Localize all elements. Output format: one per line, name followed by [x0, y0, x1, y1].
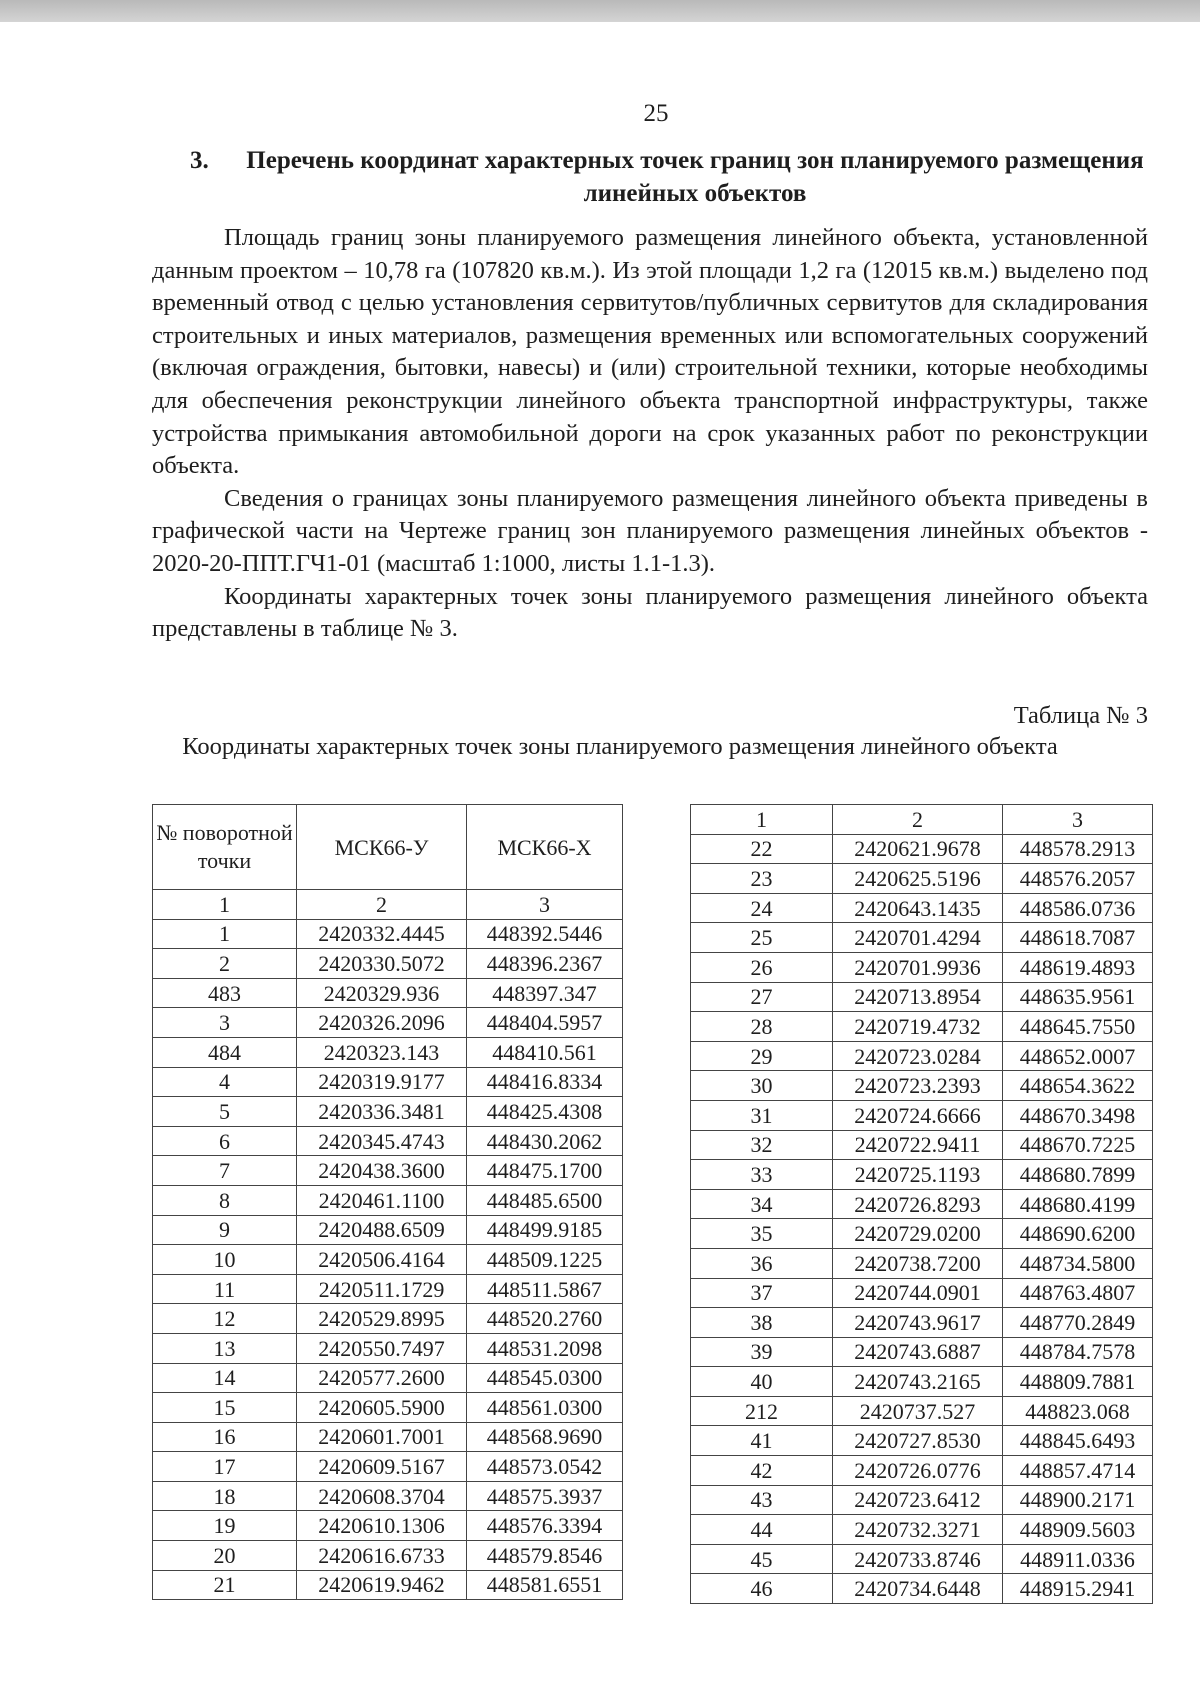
table-row: [153, 978, 623, 1008]
coord-x: 448670.3498: [1003, 1100, 1153, 1130]
coord-y: 2420723.0284: [833, 1041, 1003, 1071]
coord-x: 448430.2062: [467, 1126, 623, 1156]
point-number: 2: [153, 949, 297, 979]
coord-y: 2420713.8954: [833, 982, 1003, 1012]
table-row: [153, 1126, 623, 1156]
coord-x: 448635.9561: [1003, 982, 1153, 1012]
page-number: 25: [643, 100, 669, 127]
point-number: 25: [691, 923, 833, 953]
table-row: [691, 1160, 1153, 1190]
table-body-left: [153, 919, 623, 1600]
table-row: [153, 1274, 623, 1304]
coord-y: 2420608.3704: [297, 1481, 467, 1511]
coord-x: 448809.7881: [1003, 1367, 1153, 1397]
table-row: [691, 1130, 1153, 1160]
coord-y: 2420319.9177: [297, 1067, 467, 1097]
coord-x: 448857.4714: [1003, 1456, 1153, 1486]
table-row: [691, 1189, 1153, 1219]
coord-y: 2420326.2096: [297, 1008, 467, 1038]
paragraph: Площадь границ зоны планируемого размещения линейного объекта, установленной данным проектом – 10,78 га (107820 кв.м.). Из этой площади 1,2 га (12015 кв.м.) выделено под временный отвод с целью установления сервитутов/публичных сервитутов для складирования строительных и иных материалов, размещения временных или вспомогательных сооружений (включая ограждения, бытовки, навесы) и (или) строительной техники, которые необходимы для обеспечения реконструкции линейного объекта транспортной инфраструктуры, также устройства примыкания автомобильной дороги на срок указанных работ по реконструкции объекта.: [152, 224, 1148, 480]
coord-x: 448397.347: [467, 978, 623, 1008]
scan-edge: [0, 0, 1200, 22]
coord-x: 448578.2913: [1003, 834, 1153, 864]
coord-x: 448911.0336: [1003, 1544, 1153, 1574]
column-number-row: [153, 890, 623, 920]
coord-x: 448416.8334: [467, 1067, 623, 1097]
table-row: [691, 1041, 1153, 1071]
coord-x: 448475.1700: [467, 1156, 623, 1186]
table-row: [153, 1511, 623, 1541]
coord-y: 2420323.143: [297, 1037, 467, 1067]
coord-x: 448900.2171: [1003, 1485, 1153, 1515]
table-row: [691, 864, 1153, 894]
table-row: [691, 1337, 1153, 1367]
table-row: [153, 1452, 623, 1482]
coord-x: 448404.5957: [467, 1008, 623, 1038]
table-row: [153, 1156, 623, 1186]
point-number: 24: [691, 893, 833, 923]
table-row: [691, 1426, 1153, 1456]
point-number: 22: [691, 834, 833, 864]
coord-x: 448690.6200: [1003, 1219, 1153, 1249]
coord-x: 448568.9690: [467, 1422, 623, 1452]
coord-x: 448652.0007: [1003, 1041, 1153, 1071]
table-row: [691, 1278, 1153, 1308]
coord-x: 448909.5603: [1003, 1515, 1153, 1545]
point-number: 28: [691, 1012, 833, 1042]
coord-x: 448485.6500: [467, 1185, 623, 1215]
coord-x: 448576.2057: [1003, 864, 1153, 894]
point-number: 16: [153, 1422, 297, 1452]
section-heading: [150, 144, 1150, 210]
coord-y: 2420605.5900: [297, 1393, 467, 1423]
coord-y: 2420345.4743: [297, 1126, 467, 1156]
point-number: 1: [153, 919, 297, 949]
point-number: 41: [691, 1426, 833, 1456]
coord-x: 448763.4807: [1003, 1278, 1153, 1308]
coord-x: 448579.8546: [467, 1541, 623, 1571]
table-row: [691, 982, 1153, 1012]
coord-x: 448511.5867: [467, 1274, 623, 1304]
coord-x: 448823.068: [1003, 1396, 1153, 1426]
table-row: [153, 1363, 623, 1393]
coord-x: 448770.2849: [1003, 1308, 1153, 1338]
point-number: 10: [153, 1245, 297, 1275]
coord-y: 2420332.4445: [297, 919, 467, 949]
point-number: 40: [691, 1367, 833, 1397]
coord-x: 448618.7087: [1003, 923, 1153, 953]
point-number: 5: [153, 1097, 297, 1127]
point-number: 23: [691, 864, 833, 894]
coord-y: 2420743.9617: [833, 1308, 1003, 1338]
coord-y: 2420734.6448: [833, 1574, 1003, 1604]
coordinates-table-left: [152, 804, 623, 1600]
section-title: Перечень координат характерных точек границ зон планируемого размещения линейных объектов: [246, 147, 1144, 207]
coord-y: 2420726.0776: [833, 1456, 1003, 1486]
coord-y: 2420438.3600: [297, 1156, 467, 1186]
point-number: 18: [153, 1481, 297, 1511]
point-number: 8: [153, 1185, 297, 1215]
coord-x: 448581.6551: [467, 1570, 623, 1600]
table-row: [153, 949, 623, 979]
table-row: [153, 1393, 623, 1423]
table-row: [691, 1396, 1153, 1426]
point-number: 31: [691, 1100, 833, 1130]
point-number: 7: [153, 1156, 297, 1186]
column-number: 2: [833, 805, 1003, 835]
column-number: 3: [1003, 805, 1153, 835]
coord-y: 2420619.9462: [297, 1570, 467, 1600]
table-row: [153, 1215, 623, 1245]
point-number: 483: [153, 978, 297, 1008]
column-number: 3: [467, 890, 623, 920]
point-number: 46: [691, 1574, 833, 1604]
point-number: 12: [153, 1304, 297, 1334]
point-number: 13: [153, 1333, 297, 1363]
point-number: 36: [691, 1248, 833, 1278]
point-number: 9: [153, 1215, 297, 1245]
paragraph: Координаты характерных точек зоны планируемого размещения линейного объекта представлены в таблице № 3.: [152, 582, 1148, 643]
point-number: 14: [153, 1363, 297, 1393]
table-row: [691, 1456, 1153, 1486]
coord-y: 2420701.4294: [833, 923, 1003, 953]
table-row: [153, 1097, 623, 1127]
coord-x: 448573.0542: [467, 1452, 623, 1482]
table-row: [691, 1544, 1153, 1574]
coord-y: 2420732.3271: [833, 1515, 1003, 1545]
coord-y: 2420744.0901: [833, 1278, 1003, 1308]
table-header-row: [153, 805, 623, 890]
table-row: [153, 1570, 623, 1600]
point-number: 45: [691, 1544, 833, 1574]
point-number: 4: [153, 1067, 297, 1097]
table-row: [153, 1067, 623, 1097]
column-number: 1: [691, 805, 833, 835]
coord-y: 2420743.6887: [833, 1337, 1003, 1367]
table-row: [153, 1185, 623, 1215]
coord-y: 2420330.5072: [297, 949, 467, 979]
column-number: 1: [153, 890, 297, 920]
point-number: 19: [153, 1511, 297, 1541]
coord-y: 2420701.9936: [833, 952, 1003, 982]
table-row: [153, 1333, 623, 1363]
point-number: 32: [691, 1130, 833, 1160]
table-row: [691, 1071, 1153, 1101]
coord-y: 2420609.5167: [297, 1452, 467, 1482]
coord-y: 2420724.6666: [833, 1100, 1003, 1130]
coord-y: 2420722.9411: [833, 1130, 1003, 1160]
coord-x: 448531.2098: [467, 1333, 623, 1363]
coord-y: 2420577.2600: [297, 1363, 467, 1393]
coord-y: 2420723.6412: [833, 1485, 1003, 1515]
table-label: Таблица № 3: [1013, 702, 1148, 729]
point-number: 484: [153, 1037, 297, 1067]
point-number: 43: [691, 1485, 833, 1515]
table-row: [691, 1012, 1153, 1042]
table-row: [691, 1485, 1153, 1515]
point-number: 42: [691, 1456, 833, 1486]
coord-y: 2420601.7001: [297, 1422, 467, 1452]
coord-x: 448586.0736: [1003, 893, 1153, 923]
table-row: [691, 1367, 1153, 1397]
point-number: 21: [153, 1570, 297, 1600]
coord-y: 2420461.1100: [297, 1185, 467, 1215]
table-row: [691, 1574, 1153, 1604]
section-number: 3.: [190, 147, 209, 174]
coord-x: 448680.7899: [1003, 1160, 1153, 1190]
coord-x: 448645.7550: [1003, 1012, 1153, 1042]
table-row: [691, 952, 1153, 982]
coord-x: 448499.9185: [467, 1215, 623, 1245]
coord-y: 2420511.1729: [297, 1274, 467, 1304]
table-row: [691, 1100, 1153, 1130]
table-row: [691, 834, 1153, 864]
point-number: 35: [691, 1219, 833, 1249]
table-row: [153, 1304, 623, 1334]
table-row: [691, 923, 1153, 953]
table-row: [153, 1037, 623, 1067]
table-row: [691, 1515, 1153, 1545]
coord-y: 2420743.2165: [833, 1367, 1003, 1397]
coord-x: 448734.5800: [1003, 1248, 1153, 1278]
table-row: [691, 1248, 1153, 1278]
table-body-right: [691, 834, 1153, 1603]
point-number: 17: [153, 1452, 297, 1482]
column-number-row: [691, 805, 1153, 835]
coord-x: 448392.5446: [467, 919, 623, 949]
paragraph: Сведения о границах зоны планируемого размещения линейного объекта приведены в графической части на Чертеже границ зон планируемого размещения линейных объектов - 2020-20-ППТ.ГЧ1-01 (масштаб 1:1000, листы 1.1-1.3).: [152, 484, 1148, 577]
coord-y: 2420643.1435: [833, 893, 1003, 923]
point-number: 39: [691, 1337, 833, 1367]
coord-y: 2420550.7497: [297, 1333, 467, 1363]
coordinates-table-right: [690, 804, 1153, 1604]
coord-x: 448619.4893: [1003, 952, 1153, 982]
coord-y: 2420329.936: [297, 978, 467, 1008]
table-row: [691, 893, 1153, 923]
coord-y: 2420719.4732: [833, 1012, 1003, 1042]
point-number: 6: [153, 1126, 297, 1156]
point-number: 34: [691, 1189, 833, 1219]
table-row: [153, 1245, 623, 1275]
coord-y: 2420729.0200: [833, 1219, 1003, 1249]
coord-x: 448575.3937: [467, 1481, 623, 1511]
coord-y: 2420621.9678: [833, 834, 1003, 864]
table-row: [691, 1219, 1153, 1249]
point-number: 44: [691, 1515, 833, 1545]
point-number: 20: [153, 1541, 297, 1571]
coord-x: 448845.6493: [1003, 1426, 1153, 1456]
table-row: [153, 1541, 623, 1571]
table-row: [153, 1422, 623, 1452]
coord-y: 2420529.8995: [297, 1304, 467, 1334]
point-number: 3: [153, 1008, 297, 1038]
coord-x: 448396.2367: [467, 949, 623, 979]
coord-y: 2420737.527: [833, 1396, 1003, 1426]
table-row: [153, 1008, 623, 1038]
coord-x: 448670.7225: [1003, 1130, 1153, 1160]
coord-x: 448520.2760: [467, 1304, 623, 1334]
coord-y: 2420506.4164: [297, 1245, 467, 1275]
column-number: 2: [297, 890, 467, 920]
coord-y: 2420336.3481: [297, 1097, 467, 1127]
coord-y: 2420725.1193: [833, 1160, 1003, 1190]
coord-x: 448410.561: [467, 1037, 623, 1067]
point-number: 27: [691, 982, 833, 1012]
body-text: [152, 222, 1148, 646]
point-number: 38: [691, 1308, 833, 1338]
coord-y: 2420610.1306: [297, 1511, 467, 1541]
point-number: 26: [691, 952, 833, 982]
point-number: 212: [691, 1396, 833, 1426]
table-caption: [152, 700, 1148, 762]
coord-y: 2420733.8746: [833, 1544, 1003, 1574]
table-title: Координаты характерных точек зоны планируемого размещения линейного объекта: [182, 733, 1058, 760]
point-number: 15: [153, 1393, 297, 1423]
coord-y: 2420625.5196: [833, 864, 1003, 894]
coord-x: 448576.3394: [467, 1511, 623, 1541]
coord-x: 448915.2941: [1003, 1574, 1153, 1604]
coord-x: 448654.3622: [1003, 1071, 1153, 1101]
point-number: 30: [691, 1071, 833, 1101]
coord-x: 448784.7578: [1003, 1337, 1153, 1367]
point-number: 29: [691, 1041, 833, 1071]
coord-y: 2420616.6733: [297, 1541, 467, 1571]
coord-y: 2420488.6509: [297, 1215, 467, 1245]
coord-y: 2420726.8293: [833, 1189, 1003, 1219]
coord-x: 448680.4199: [1003, 1189, 1153, 1219]
table-row: [153, 1481, 623, 1511]
header-point-number: № поворотной точки: [153, 805, 297, 890]
coord-x: 448561.0300: [467, 1393, 623, 1423]
point-number: 37: [691, 1278, 833, 1308]
coord-y: 2420727.8530: [833, 1426, 1003, 1456]
coord-y: 2420723.2393: [833, 1071, 1003, 1101]
point-number: 11: [153, 1274, 297, 1304]
coord-y: 2420738.7200: [833, 1248, 1003, 1278]
header-msk66-y: МСК66-У: [297, 805, 467, 890]
coord-x: 448545.0300: [467, 1363, 623, 1393]
point-number: 33: [691, 1160, 833, 1190]
coord-x: 448509.1225: [467, 1245, 623, 1275]
table-row: [691, 1308, 1153, 1338]
table-row: [153, 919, 623, 949]
coord-x: 448425.4308: [467, 1097, 623, 1127]
header-msk66-x: МСК66-Х: [467, 805, 623, 890]
